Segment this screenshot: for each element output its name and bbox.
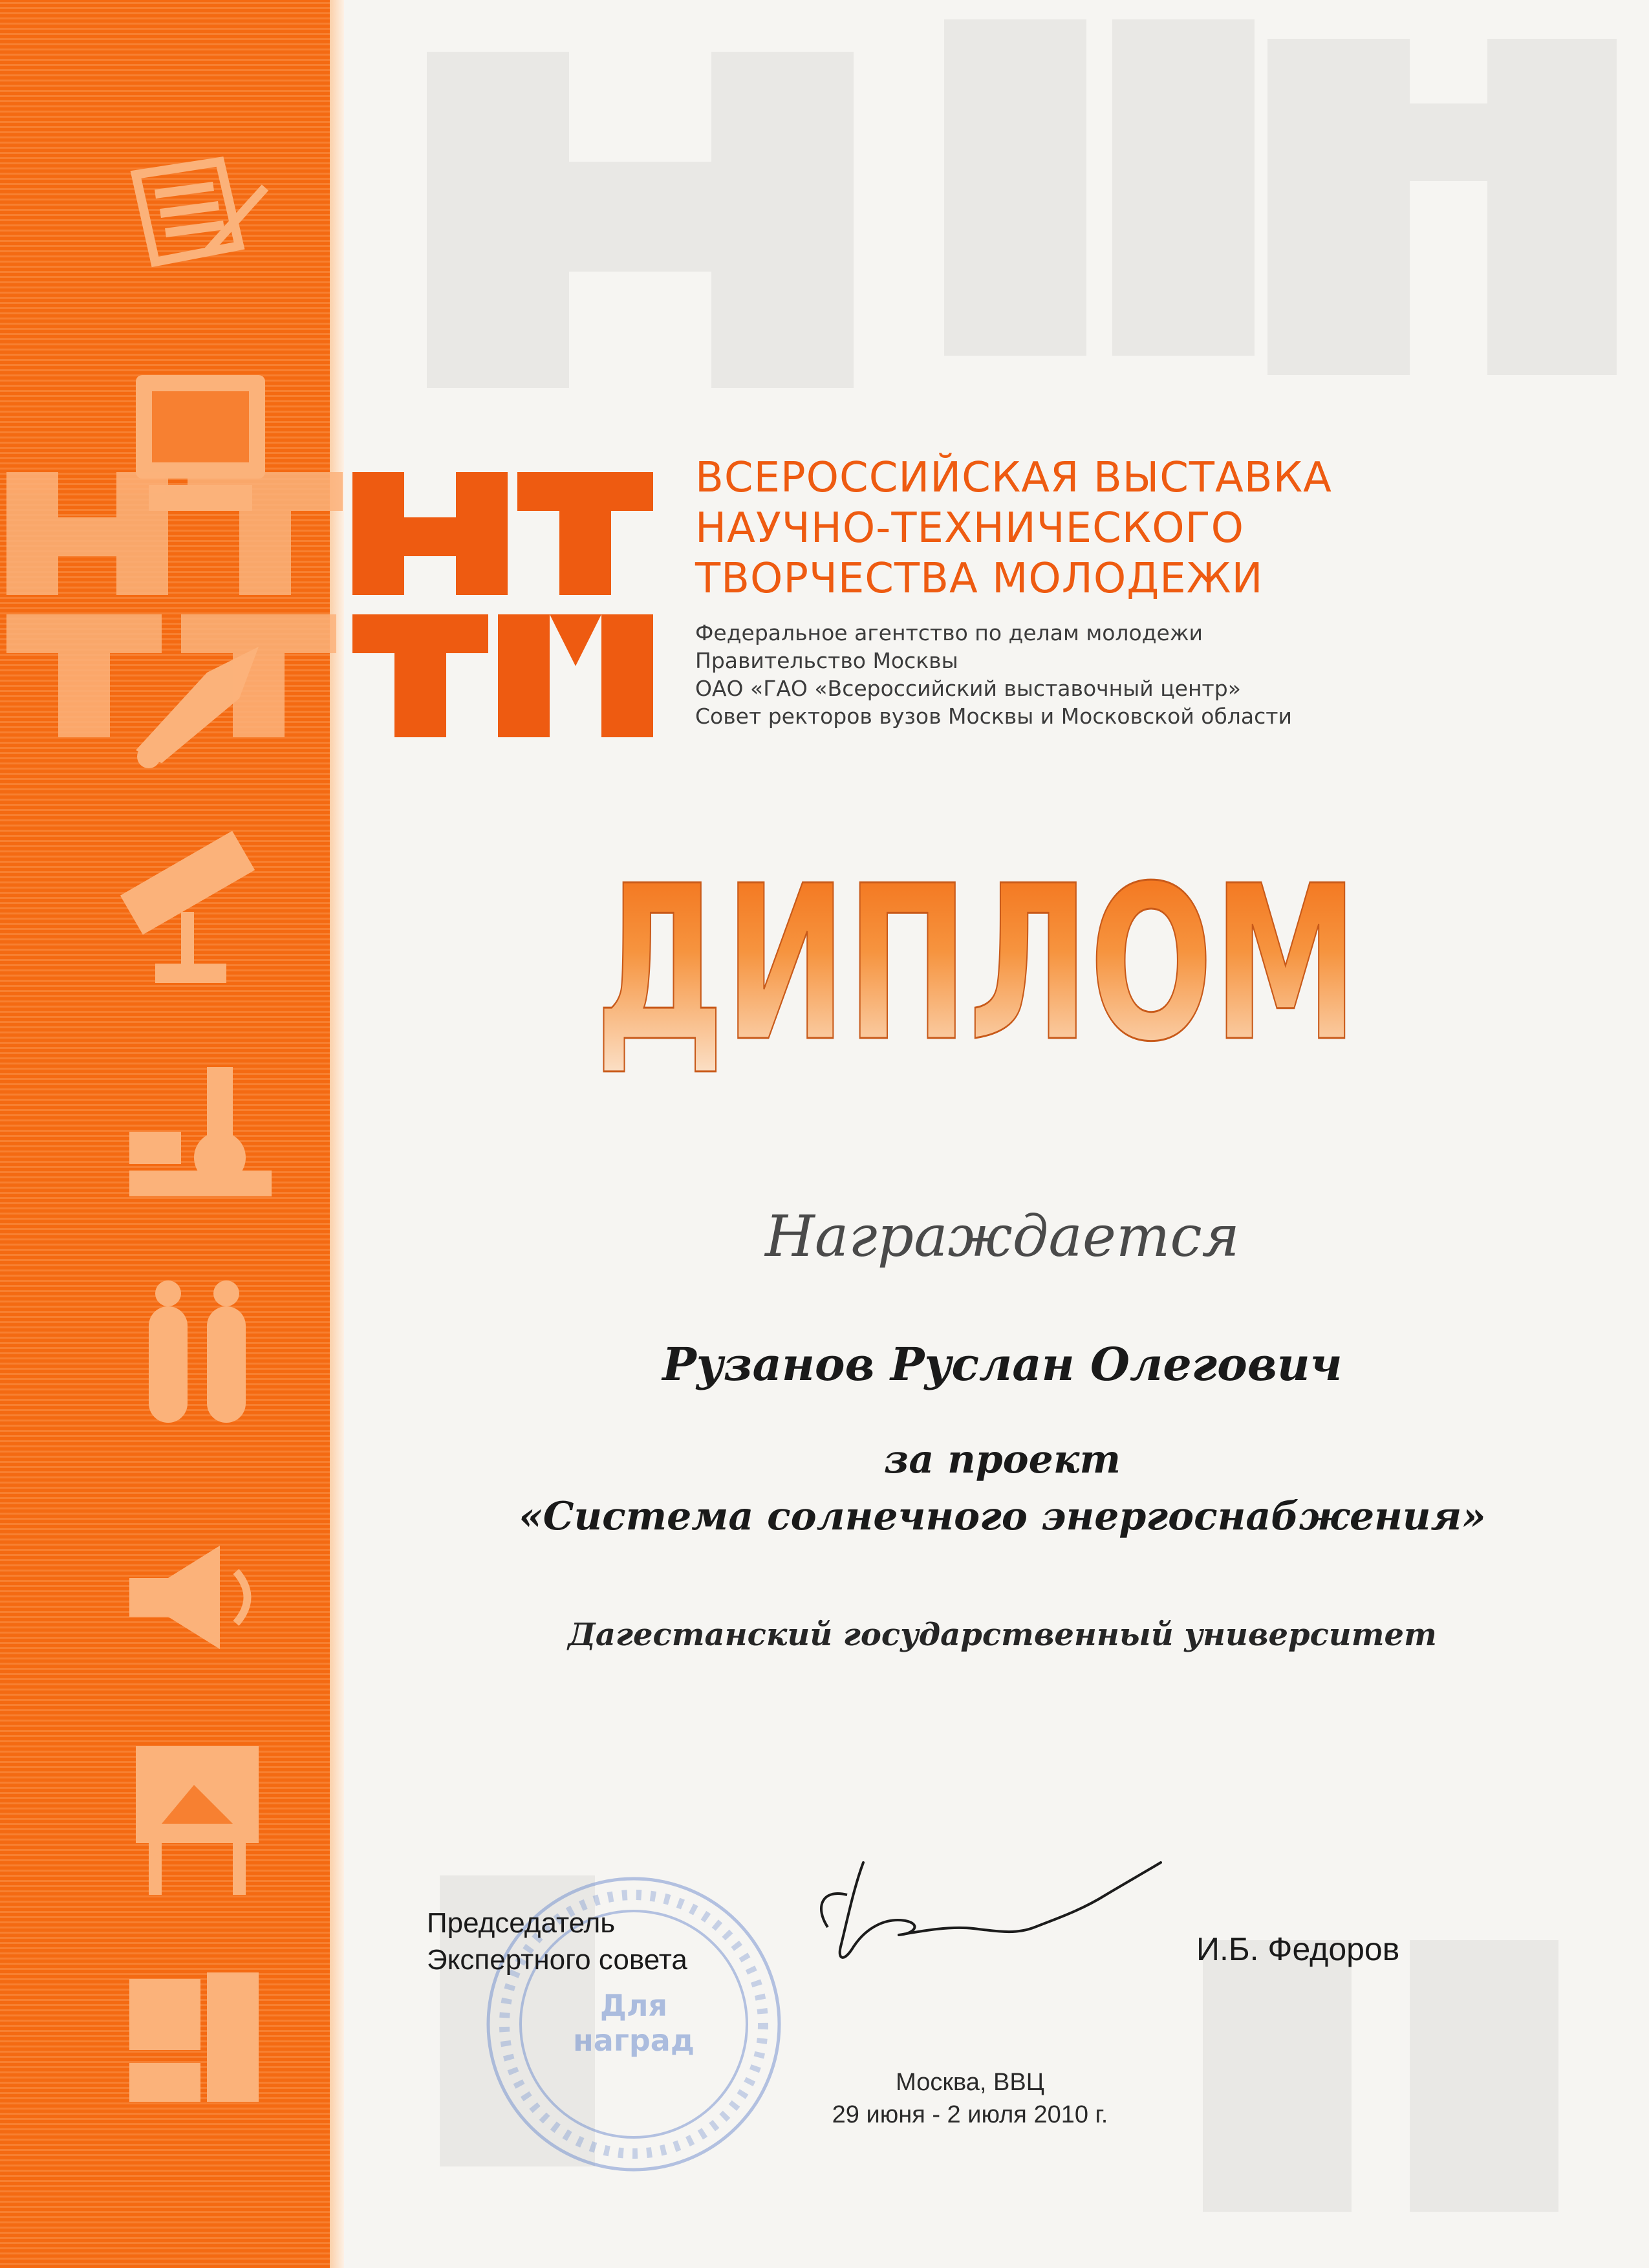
exhibition-title	[695, 453, 1600, 604]
stamp-line-2: наград	[573, 2023, 695, 2058]
robot-icon	[110, 1953, 278, 2121]
diploma-heading-text: ДИПЛОМ	[595, 840, 1358, 1088]
event-place: Москва, ВВЦ	[896, 2069, 1044, 2096]
project-title: «Система солнечного энергоснабжения»	[519, 1494, 1486, 1539]
signer-role	[427, 1905, 687, 1978]
nttm-logo	[0, 446, 653, 750]
signer-role-line-2: Экспертного совета	[427, 1944, 687, 1976]
organizer-item: Правительство Москвы	[695, 648, 958, 673]
test-tubes-icon	[110, 1280, 278, 1429]
organizer-item: Федеральное агентство по делам молодежи	[695, 620, 1203, 645]
organizer-item: Совет ректоров вузов Москвы и Московской области	[695, 704, 1292, 729]
easel-icon	[110, 1733, 278, 1901]
organizer-item: ОАО «ГАО «Всероссийский выставочный центр»	[695, 676, 1241, 701]
for-project-label: за проект	[884, 1437, 1121, 1482]
loudspeaker-icon	[110, 1526, 278, 1669]
handwritten-signature	[802, 1850, 1170, 1992]
organizers-list	[695, 619, 1600, 730]
institution-name: Дагестанский государственный университет	[568, 1617, 1437, 1653]
telescope-icon	[110, 834, 278, 1002]
microscope-icon	[110, 1061, 278, 1209]
recipient-name: Рузанов Руслан Олегович	[662, 1337, 1342, 1391]
title-line-1: ВСЕРОССИЙСКАЯ ВЫСТАВКА	[695, 454, 1332, 502]
stamp-line-1: Для	[599, 1988, 668, 2023]
event-dates: 29 июня - 2 июля 2010 г.	[832, 2101, 1108, 2128]
awarded-label: Награждается	[765, 1203, 1240, 1269]
title-line-3: ТВОРЧЕСТВА МОЛОДЕЖИ	[695, 555, 1264, 603]
diploma-heading	[582, 834, 1371, 1093]
title-line-2: НАУЧНО-ТЕХНИЧЕСКОГО	[695, 504, 1244, 552]
scroll-quill-icon	[110, 149, 278, 291]
signer-role-line-1: Председатель	[427, 1907, 616, 1939]
footer	[744, 2066, 1196, 2131]
signer-name: И.Б. Федоров	[1196, 1931, 1400, 1967]
band-divider	[330, 0, 344, 2268]
